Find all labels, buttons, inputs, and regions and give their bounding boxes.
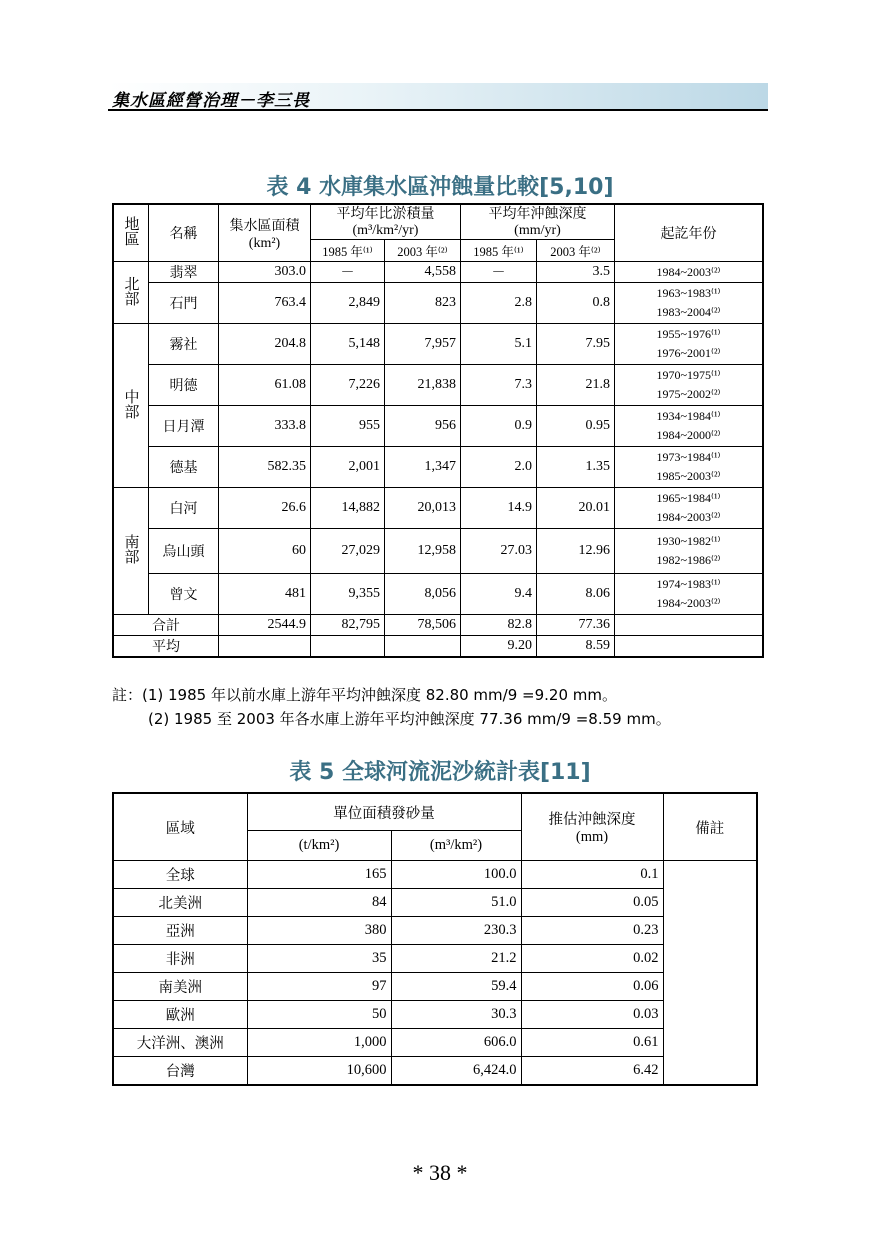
header-unit-m: (m³/km²) — [391, 831, 521, 861]
sediment-2003-cell: 8,056 — [385, 574, 461, 615]
erosion-2003-cell: 0.95 — [537, 406, 615, 447]
total-e2003: 77.36 — [537, 615, 615, 636]
erosion-2003-cell: 0.8 — [537, 283, 615, 324]
table-row — [113, 1029, 757, 1057]
erosion-2003-cell: 1.35 — [537, 447, 615, 488]
table-row — [113, 973, 757, 1001]
total-area: 2544.9 — [219, 615, 311, 636]
table5-header-row — [113, 793, 757, 831]
region-cell: 歐洲 — [113, 1001, 247, 1029]
sediment-1985-cell: 9,355 — [311, 574, 385, 615]
years-cell: 1973~1984⁽¹⁾ 1985~2003⁽²⁾ — [615, 447, 764, 488]
header-remark: 備註 — [663, 793, 757, 861]
sediment-1985-cell: － — [311, 262, 385, 283]
yield-m-cell: 100.0 — [391, 861, 521, 889]
average-s1985 — [311, 636, 385, 658]
sediment-1985-cell: 5,148 — [311, 324, 385, 365]
table4-header-row — [113, 204, 763, 240]
average-s2003 — [385, 636, 461, 658]
erosion-1985-cell: 9.4 — [461, 574, 537, 615]
header-erosion: 平均年沖蝕深度 (mm/yr) — [461, 204, 615, 240]
yield-m-cell: 59.4 — [391, 973, 521, 1001]
erosion-2003-cell: 20.01 — [537, 488, 615, 529]
sediment-1985-cell: 7,226 — [311, 365, 385, 406]
erosion-1985-cell: 2.0 — [461, 447, 537, 488]
yield-t-cell: 50 — [247, 1001, 391, 1029]
table4-total-row — [113, 615, 763, 636]
region-cell: 全球 — [113, 861, 247, 889]
header-unit-t: (t/km²) — [247, 831, 391, 861]
erosion-1985-cell: 0.9 — [461, 406, 537, 447]
sediment-2003-cell: 7,957 — [385, 324, 461, 365]
erosion-1985-cell: 2.8 — [461, 283, 537, 324]
area-cell: 26.6 — [219, 488, 311, 529]
yield-m-cell: 6,424.0 — [391, 1057, 521, 1086]
years-cell: 1955~1976⁽¹⁾ 1976~2001⁽²⁾ — [615, 324, 764, 365]
yield-m-cell: 51.0 — [391, 889, 521, 917]
erosion-2003-cell: 3.5 — [537, 262, 615, 283]
depth-cell: 0.06 — [521, 973, 663, 1001]
sediment-1985-cell: 955 — [311, 406, 385, 447]
area-cell: 303.0 — [219, 262, 311, 283]
table5-title: 表 5 全球河流泥沙統計表[11] — [289, 760, 591, 785]
table-row — [113, 945, 757, 973]
table4-title: 表 4 水庫集水區沖蝕量比較[5,10] — [266, 175, 614, 200]
sediment-1985-cell: 2,849 — [311, 283, 385, 324]
years-cell: 1930~1982⁽¹⁾ 1982~1986⁽²⁾ — [615, 529, 764, 574]
header-yield: 單位面積發砂量 — [247, 793, 521, 831]
table-row — [113, 365, 763, 406]
region-cell: 大洋洲、澳洲 — [113, 1029, 247, 1057]
erosion-2003-cell: 21.8 — [537, 365, 615, 406]
reservoir-name: 霧社 — [149, 324, 219, 365]
region-central: 中部 — [113, 324, 149, 488]
table-row — [113, 283, 763, 324]
header-years: 起訖年份 — [615, 204, 764, 262]
depth-cell: 0.05 — [521, 889, 663, 917]
table-row — [113, 529, 763, 574]
erosion-2003-cell: 12.96 — [537, 529, 615, 574]
header-name: 名稱 — [149, 204, 219, 262]
region-cell: 非洲 — [113, 945, 247, 973]
table4-notes — [112, 683, 671, 731]
sediment-2003-cell: 4,558 — [385, 262, 461, 283]
page-number: * 38 * — [412, 1160, 468, 1185]
table-row — [113, 262, 763, 283]
table-row — [113, 574, 763, 615]
erosion-2003-cell: 8.06 — [537, 574, 615, 615]
total-e1985: 82.8 — [461, 615, 537, 636]
erosion-1985-cell: 5.1 — [461, 324, 537, 365]
reservoir-name: 烏山頭 — [149, 529, 219, 574]
reservoir-name: 德基 — [149, 447, 219, 488]
depth-cell: 0.23 — [521, 917, 663, 945]
total-label: 合計 — [113, 615, 219, 636]
yield-t-cell: 1,000 — [247, 1029, 391, 1057]
table-row — [113, 889, 757, 917]
table-row — [113, 1057, 757, 1086]
region-south: 南部 — [113, 488, 149, 615]
reservoir-name: 石門 — [149, 283, 219, 324]
total-s1985: 82,795 — [311, 615, 385, 636]
area-cell: 481 — [219, 574, 311, 615]
depth-cell: 0.61 — [521, 1029, 663, 1057]
area-cell: 333.8 — [219, 406, 311, 447]
sediment-2003-cell: 20,013 — [385, 488, 461, 529]
reservoir-name: 曾文 — [149, 574, 219, 615]
depth-cell: 0.02 — [521, 945, 663, 973]
yield-m-cell: 21.2 — [391, 945, 521, 973]
reservoir-name: 日月潭 — [149, 406, 219, 447]
yield-m-cell: 30.3 — [391, 1001, 521, 1029]
average-e2003: 8.59 — [537, 636, 615, 658]
table-row — [113, 917, 757, 945]
header-region: 地區 — [113, 204, 149, 262]
yield-t-cell: 10,600 — [247, 1057, 391, 1086]
yield-t-cell: 380 — [247, 917, 391, 945]
region-north: 北部 — [113, 262, 149, 324]
years-cell: 1984~2003⁽²⁾ — [615, 262, 764, 283]
header-e2003: 2003 年⁽²⁾ — [537, 240, 615, 262]
erosion-2003-cell: 7.95 — [537, 324, 615, 365]
sediment-1985-cell: 27,029 — [311, 529, 385, 574]
depth-cell: 0.1 — [521, 861, 663, 889]
region-cell: 北美洲 — [113, 889, 247, 917]
average-label: 平均 — [113, 636, 219, 658]
sediment-1985-cell: 2,001 — [311, 447, 385, 488]
erosion-1985-cell: 14.9 — [461, 488, 537, 529]
table-row — [113, 406, 763, 447]
header-sediment: 平均年比淤積量 (m³/km²/yr) — [311, 204, 461, 240]
area-cell: 60 — [219, 529, 311, 574]
erosion-1985-cell: － — [461, 262, 537, 283]
total-years — [615, 615, 764, 636]
remark-cell — [663, 861, 757, 1086]
sediment-2003-cell: 21,838 — [385, 365, 461, 406]
header-area: 集水區面積 (km²) — [219, 204, 311, 262]
table-row — [113, 488, 763, 529]
average-e1985: 9.20 — [461, 636, 537, 658]
average-years — [615, 636, 764, 658]
table-row — [113, 447, 763, 488]
years-cell: 1963~1983⁽¹⁾ 1983~2004⁽²⁾ — [615, 283, 764, 324]
header-erosion: 推估沖蝕深度 (mm) — [521, 793, 663, 861]
area-cell: 204.8 — [219, 324, 311, 365]
yield-m-cell: 606.0 — [391, 1029, 521, 1057]
reservoir-name: 白河 — [149, 488, 219, 529]
region-cell: 南美洲 — [113, 973, 247, 1001]
sediment-1985-cell: 14,882 — [311, 488, 385, 529]
years-cell: 1934~1984⁽¹⁾ 1984~2000⁽²⁾ — [615, 406, 764, 447]
total-s2003: 78,506 — [385, 615, 461, 636]
depth-cell: 0.03 — [521, 1001, 663, 1029]
region-cell: 亞洲 — [113, 917, 247, 945]
table-row — [113, 324, 763, 365]
yield-t-cell: 84 — [247, 889, 391, 917]
reservoir-name: 明德 — [149, 365, 219, 406]
area-cell: 763.4 — [219, 283, 311, 324]
yield-t-cell: 165 — [247, 861, 391, 889]
table-row — [113, 1001, 757, 1029]
sediment-2003-cell: 823 — [385, 283, 461, 324]
area-cell: 582.35 — [219, 447, 311, 488]
header-region: 區域 — [113, 793, 247, 861]
region-cell: 台灣 — [113, 1057, 247, 1086]
years-cell: 1965~1984⁽¹⁾ 1984~2003⁽²⁾ — [615, 488, 764, 529]
yield-t-cell: 97 — [247, 973, 391, 1001]
years-cell: 1970~1975⁽¹⁾ 1975~2002⁽²⁾ — [615, 365, 764, 406]
sediment-2003-cell: 956 — [385, 406, 461, 447]
yield-t-cell: 35 — [247, 945, 391, 973]
erosion-1985-cell: 27.03 — [461, 529, 537, 574]
sediment-2003-cell: 12,958 — [385, 529, 461, 574]
depth-cell: 6.42 — [521, 1057, 663, 1086]
header-e1985: 1985 年⁽¹⁾ — [461, 240, 537, 262]
note-1: 註：(1) 1985 年以前水庫上游年平均沖蝕深度 82.80 mm/9 =9.20 mm。 — [112, 686, 617, 704]
table4-erosion-comparison — [112, 203, 764, 658]
header-s2003: 2003 年⁽²⁾ — [385, 240, 461, 262]
table5-global-sediment — [112, 792, 758, 1086]
area-cell: 61.08 — [219, 365, 311, 406]
yield-m-cell: 230.3 — [391, 917, 521, 945]
table-row — [113, 861, 757, 889]
years-cell: 1974~1983⁽¹⁾ 1984~2003⁽²⁾ — [615, 574, 764, 615]
header-title: 集水區經營治理－李三畏 — [112, 91, 310, 111]
header-s1985: 1985 年⁽¹⁾ — [311, 240, 385, 262]
average-area — [219, 636, 311, 658]
erosion-1985-cell: 7.3 — [461, 365, 537, 406]
sediment-2003-cell: 1,347 — [385, 447, 461, 488]
table4-average-row — [113, 636, 763, 658]
note-2: (2) 1985 至 2003 年各水庫上游年平均沖蝕深度 77.36 mm/9 =8.59 mm。 — [148, 710, 671, 728]
reservoir-name: 翡翠 — [149, 262, 219, 283]
